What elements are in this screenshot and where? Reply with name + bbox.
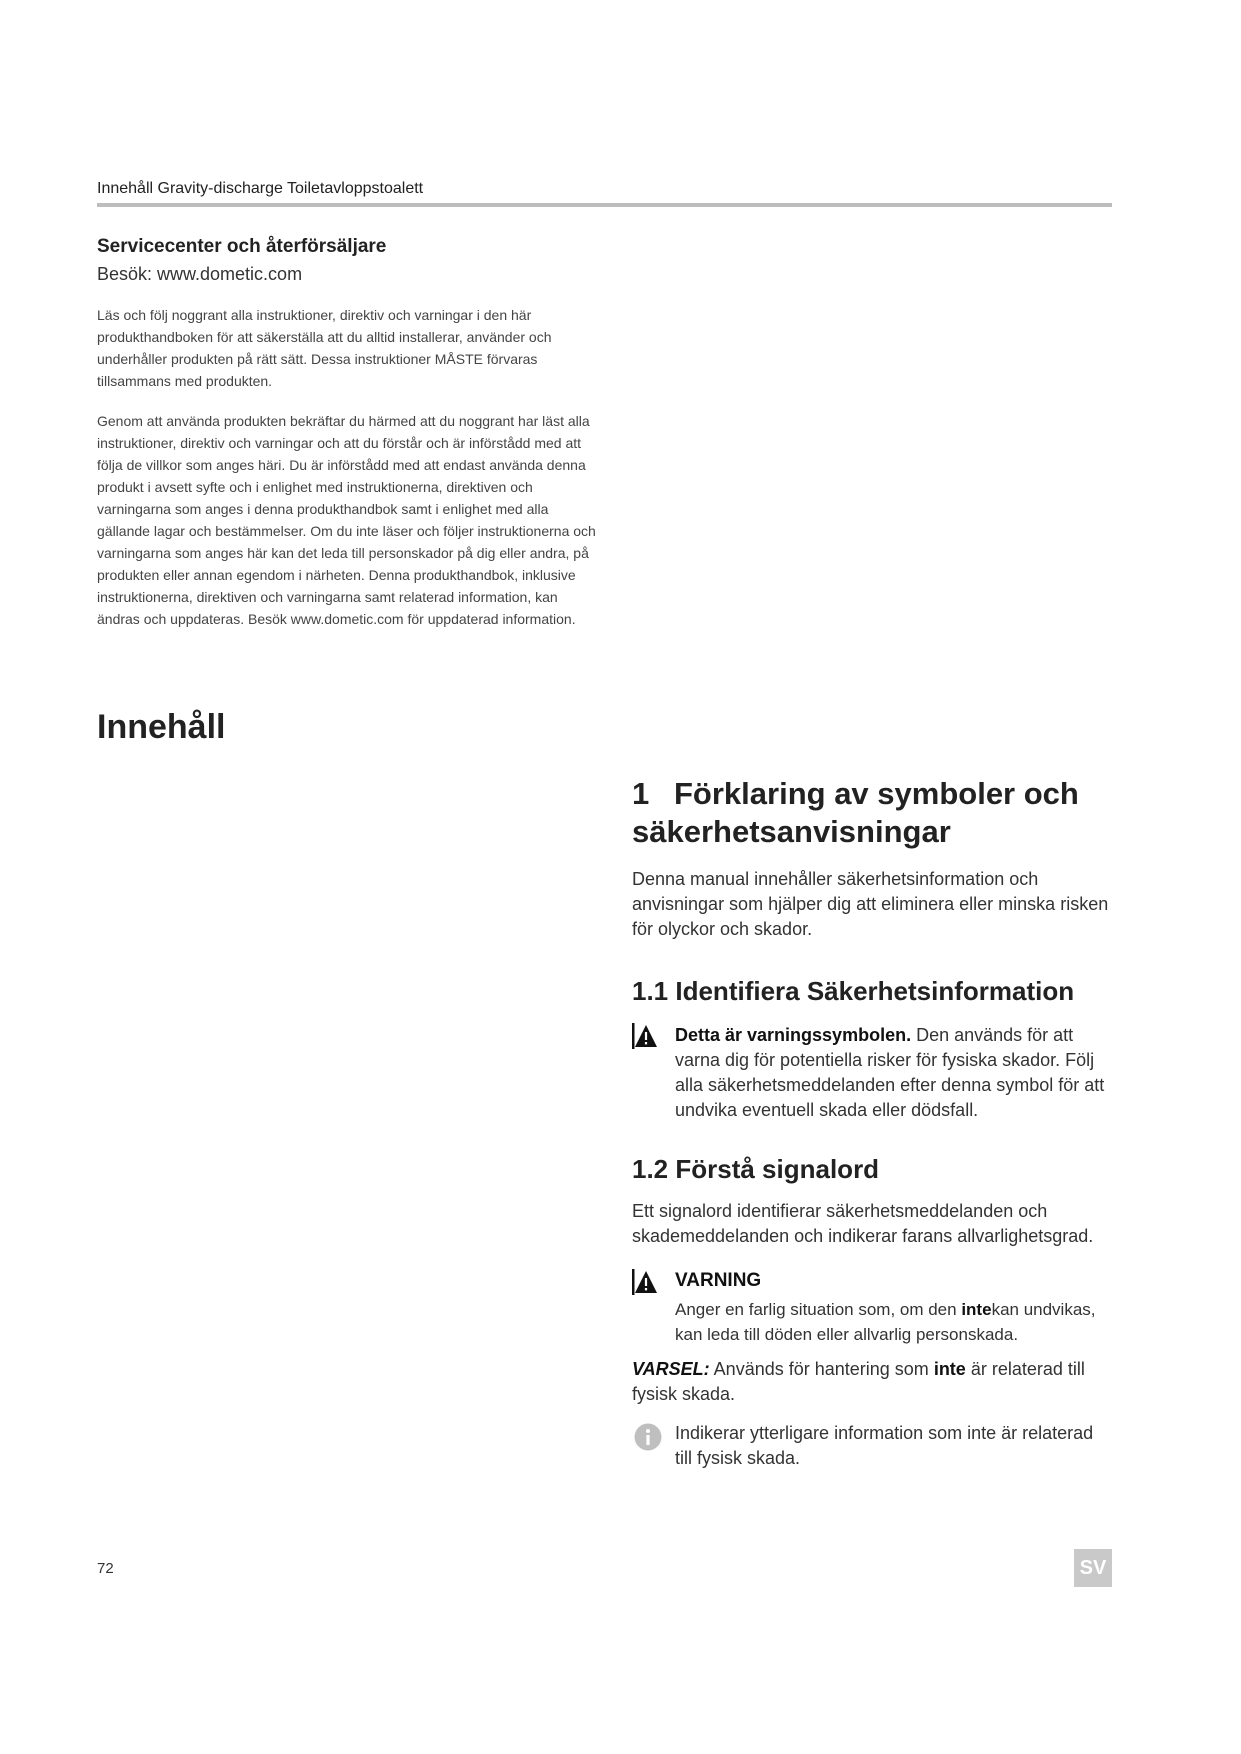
notice-pre: Används för hantering som xyxy=(709,1359,934,1379)
warning-symbol-bold: Detta är varningssymbolen. xyxy=(675,1025,912,1045)
section-1-1 xyxy=(632,975,1112,1123)
info-icon xyxy=(634,1423,662,1451)
notice-bold: inte xyxy=(933,1359,966,1379)
section-1-1-heading: 1.1 Identifiera Säkerhetsinformation xyxy=(632,976,1075,1006)
section-1-heading-line1: Förklaring av symboler och xyxy=(674,776,1079,811)
warning-symbol-text xyxy=(675,1023,1112,1123)
service-title: Servicecenter och återförsäljare xyxy=(97,236,387,257)
intro-paragraph-2: Genom att använda produkten bekräftar du härmed att du noggrant har läst alla instruktioner, direktiv och varningar och att du förstår och är införstådd med att följa de villkor som anges häri. Du är införstådd med att endast använda denna produkt i avsett syfte och i enlighet med instruktionerna, direktiven och varningarna som anges i denna produkthandbok samt i enlighet med alla gällande lagar och bestämmelser. Om du inte läser och följer instruktionerna och varningarna som anges här kan det leda till personskador på dig eller andra, på produkten eller annan egendom i närheten. Denna produkthandbok, inklusive instruktionerna, direktiven och varningarna samt relaterad information, kan ändras och uppdateras. Besök www.dometic.com för uppdaterad information. xyxy=(97,413,596,627)
language-badge: SV xyxy=(1074,1549,1112,1587)
section-1 xyxy=(632,775,1112,942)
notice-text xyxy=(632,1357,1112,1407)
header-title: Innehåll Gravity-discharge Toiletavloppstoalett xyxy=(97,180,424,197)
warning-text-pre: Anger en farlig situation som, om den xyxy=(675,1300,962,1319)
warning-block xyxy=(632,1269,1112,1347)
toc-left xyxy=(97,0,592,1754)
toc-title: Innehåll xyxy=(97,708,226,746)
info-text: Indikerar ytterligare information som inte är relaterad till fysisk skada. xyxy=(675,1423,1094,1468)
info-block xyxy=(632,1421,1112,1471)
section-1-number: 1 xyxy=(632,776,650,811)
warning-symbol-desc: Den används för att varna dig för potentiella risker för fysiska skador. Följ alla säkerhetsmeddelanden efter denna symbol för att undvika eventuell skada eller dödsfall. xyxy=(675,1025,1105,1120)
section-1-heading-line2: säkerhetsanvisningar xyxy=(632,814,951,849)
section-1-2-heading: 1.2 Förstå signalord xyxy=(632,1154,880,1184)
warning-text-bold: inte xyxy=(961,1300,992,1319)
notice-label: VARSEL: xyxy=(632,1359,710,1379)
section-1-2 xyxy=(632,1153,1112,1471)
section-1-2-body: Ett signalord identifierar säkerhetsmeddelanden och skademeddelanden och indikerar farans allvarlighetsgrad. xyxy=(632,1201,1094,1246)
notice-post: är relaterad till fysisk skada. xyxy=(632,1359,1085,1404)
intro-paragraph-1: Läs och följ noggrant alla instruktioner, direktiv och varningar i den här produkthandboken för att säkerställa att du alltid installerar, använder och underhåller produkten på rätt sätt. Dessa instruktioner MÅSTE förvaras tillsammans med produkten. xyxy=(97,307,552,389)
warning-label: VARNING xyxy=(675,1270,762,1291)
service-visit: Besök: www.dometic.com xyxy=(97,264,303,284)
section-1-body: Denna manual innehåller säkerhetsinformation och anvisningar som hjälper dig att eliminera eller minska risken för olyckor och skador. xyxy=(632,869,1109,939)
warning-text-post: kan undvikas, kan leda till döden eller allvarlig personskada. xyxy=(675,1300,1096,1344)
page-number: 72 xyxy=(97,1560,114,1577)
warning-symbol-block xyxy=(632,1023,1112,1123)
warning-triangle-icon xyxy=(632,1269,658,1295)
warning-triangle-icon xyxy=(632,1023,658,1049)
warning-text xyxy=(675,1297,1112,1347)
